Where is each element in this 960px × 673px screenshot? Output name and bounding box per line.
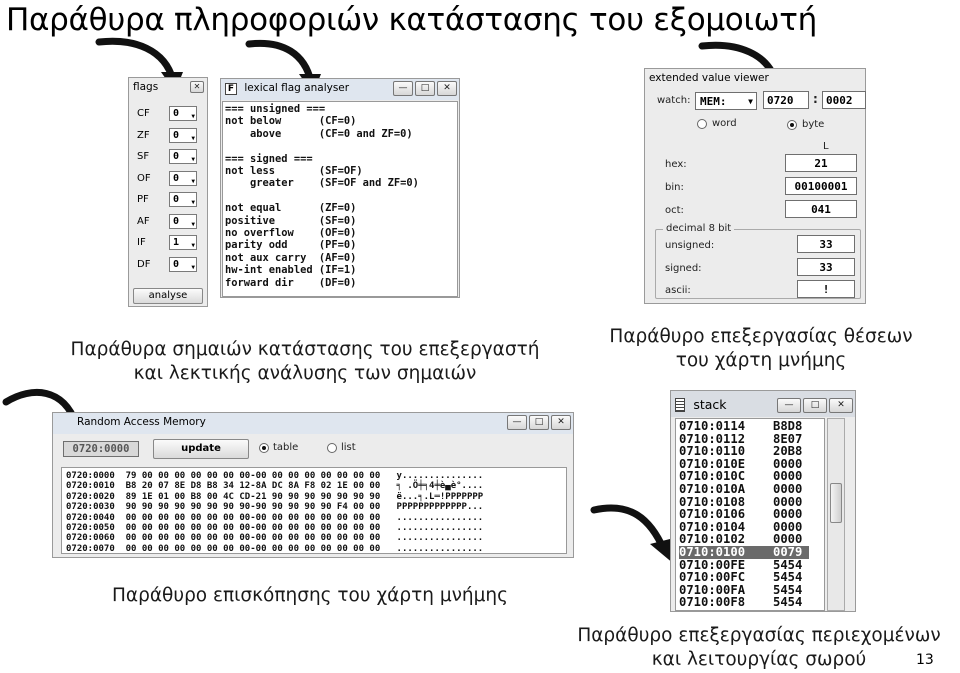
memory-row: 0720:0020 89 1E 01 00 B8 00 4C CD-21 90 90 90 90 90 90 90 ë...╕.L═!PPPPPPP xyxy=(66,491,484,502)
signed-input[interactable]: 33 xyxy=(797,258,855,276)
chevron-down-icon: ▼ xyxy=(748,97,753,106)
flag-label: SF xyxy=(137,151,150,162)
oct-label: oct: xyxy=(665,205,684,216)
decimal-group-label: decimal 8 bit xyxy=(663,223,734,234)
close-icon[interactable]: ✕ xyxy=(829,398,853,413)
maximize-icon[interactable]: □ xyxy=(415,81,435,96)
stack-address: 0710:0112 xyxy=(679,431,746,446)
lexical-line: === signed === xyxy=(225,152,313,165)
chevron-down-icon: ▼ xyxy=(191,220,195,228)
lexical-line: not less (SF=OF) xyxy=(225,165,363,177)
flags-window xyxy=(128,77,208,307)
flag-value: 0 xyxy=(173,215,180,227)
flag-value: 0 xyxy=(173,151,180,162)
stack-address: 0710:010E xyxy=(679,456,746,471)
memory-window xyxy=(52,412,574,558)
stack-value: 5454 xyxy=(773,570,803,585)
bin-input[interactable]: 00100001 xyxy=(785,177,857,195)
lexical-line: no overflow (OF=0) xyxy=(225,227,357,239)
lexical-line: greater (SF=OF and ZF=0) xyxy=(225,177,419,190)
lexical-line: above (CF=0 and ZF=0) xyxy=(225,127,413,140)
flag-select[interactable] xyxy=(169,149,197,164)
memory-caption: Παράθυρο επισκόπησης του χάρτη μνήμης xyxy=(112,585,508,606)
slide-title: Παράθυρα πληροφοριών κατάστασης του εξομοιωτή xyxy=(6,2,818,38)
value-caption-line2: του χάρτη μνήμης xyxy=(675,350,847,371)
stack-value: 0000 xyxy=(773,456,803,471)
flag-select[interactable] xyxy=(169,257,197,272)
stack-address: 0710:0104 xyxy=(679,519,746,534)
scrollbar-thumb[interactable] xyxy=(830,483,842,523)
flag-value: 0 xyxy=(173,172,180,184)
update-button[interactable]: update xyxy=(153,439,249,459)
flag-select[interactable] xyxy=(169,214,197,229)
lexical-line: not below (CF=0) xyxy=(225,115,357,128)
word-radio[interactable] xyxy=(697,119,707,129)
oct-input[interactable]: 041 xyxy=(785,200,857,218)
flag-value: 0 xyxy=(173,108,180,119)
close-icon[interactable]: ✕ xyxy=(190,81,204,93)
stack-address: 0710:0108 xyxy=(679,494,746,509)
table-radio-label: table xyxy=(273,442,299,453)
chevron-down-icon: ▼ xyxy=(191,134,195,142)
stack-pointer-marker: < xyxy=(816,545,824,559)
lexical-window xyxy=(220,78,460,298)
lexical-line: not equal (ZF=0) xyxy=(225,202,357,215)
stack-address: 0710:010A xyxy=(679,482,746,496)
stack-value: 20B8 xyxy=(773,444,803,459)
stack-value: 0079 xyxy=(773,545,803,559)
stack-value: 0000 xyxy=(773,494,803,509)
stack-value: 0000 xyxy=(773,469,803,484)
stack-caption-line1: Παράθυρο επεξεργασίας περιεχομένων xyxy=(577,625,941,646)
stack-address: 0710:010C xyxy=(679,469,746,484)
stack-address: 0710:0106 xyxy=(679,507,746,522)
stack-title: stack xyxy=(693,397,727,412)
stack-address: 0710:0110 xyxy=(679,444,746,459)
memory-title: Random Access Memory xyxy=(77,416,206,428)
flags-caption xyxy=(60,338,550,386)
stack-value: 5454 xyxy=(773,582,803,597)
table-radio[interactable] xyxy=(259,443,269,453)
segment-offset-colon: : xyxy=(813,92,818,106)
signed-label: signed: xyxy=(665,263,702,274)
memory-row: 0720:0000 79 00 00 00 00 00 00 00-00 00 00 00 00 00 00 00 y............... xyxy=(66,471,484,481)
maximize-icon[interactable]: □ xyxy=(529,415,549,430)
lexical-line: forward dir (DF=0) xyxy=(225,276,357,289)
lexical-title: lexical flag analyser xyxy=(244,82,350,94)
memory-row: 0720:0060 00 00 00 00 00 00 00 00-00 00 00 00 00 00 00 00 ................ xyxy=(66,533,484,544)
byte-radio[interactable] xyxy=(787,120,797,130)
hex-label: hex: xyxy=(665,159,687,170)
flag-label: ZF xyxy=(137,129,150,141)
lexical-line: hw-int enabled (IF=1) xyxy=(225,264,357,277)
ascii-input[interactable]: ! xyxy=(797,280,855,298)
value-viewer-window xyxy=(644,68,866,304)
flag-label: IF xyxy=(137,237,146,248)
close-icon[interactable]: ✕ xyxy=(437,81,457,96)
byte-radio-label: byte xyxy=(802,119,825,130)
ascii-label: ascii: xyxy=(665,285,691,296)
flag-select[interactable] xyxy=(169,192,197,207)
minimize-icon[interactable]: — xyxy=(507,415,527,430)
flags-caption-line1: Παράθυρα σημαιών κατάστασης του επεξεργαστή xyxy=(70,339,540,360)
stack-address: 0710:0114 xyxy=(679,419,746,433)
memory-row: 0720:0010 B8 20 07 8E D8 B8 34 12-8A DC 8A F8 02 1E 00 00 ╕ .Ö╪╕4╪è▄è°.... xyxy=(66,481,484,492)
stack-value: 0000 xyxy=(773,532,803,547)
memory-dump xyxy=(61,467,567,554)
minimize-icon[interactable]: — xyxy=(393,81,413,96)
stack-scrollbar[interactable] xyxy=(827,418,845,611)
chevron-down-icon: ▼ xyxy=(191,242,195,249)
stack-address: 0710:00FE xyxy=(679,557,746,572)
watch-label: watch: xyxy=(657,95,691,106)
lexical-text xyxy=(222,101,458,297)
stack-caption-line2: και λειτουργίας σωρού xyxy=(651,649,867,670)
flag-value: 0 xyxy=(173,258,180,270)
watch-select[interactable] xyxy=(695,92,757,110)
stack-window xyxy=(670,390,856,612)
flag-value: 1 xyxy=(173,237,180,248)
flags-title: flags xyxy=(133,81,159,93)
stack-value: 0000 xyxy=(773,482,803,496)
maximize-icon[interactable]: □ xyxy=(803,398,827,413)
chevron-down-icon: ▼ xyxy=(191,263,195,271)
offset-input[interactable]: 0002 xyxy=(822,91,866,109)
memory-row: 0720:0030 90 90 90 90 90 90 90 90-90 90 90 90 90 F4 00 00 PPPPPPPPPPPPP... xyxy=(66,502,484,513)
segment-input[interactable]: 0720 xyxy=(763,91,809,109)
flag-label: PF xyxy=(137,194,149,205)
flag-select[interactable] xyxy=(169,128,197,143)
flag-label: CF xyxy=(137,108,150,119)
stack-list xyxy=(675,418,825,611)
stack-address: 0710:00FC xyxy=(679,570,746,585)
address-input[interactable]: 0720:0000 xyxy=(63,441,139,457)
stack-app-icon xyxy=(675,398,685,412)
unsigned-input[interactable]: 33 xyxy=(797,235,855,253)
memory-row: 0720:0040 00 00 00 00 00 00 00 00-00 00 00 00 00 00 00 00 ................ xyxy=(66,512,484,523)
bin-label: bin: xyxy=(665,182,684,193)
lexical-line: parity odd (PF=0) xyxy=(225,239,357,252)
memory-row: 0720:0070 00 00 00 00 00 00 00 00-00 00 00 00 00 00 00 00 ................ xyxy=(66,543,484,554)
stack-value: 5454 xyxy=(773,595,803,610)
stack-address: 0710:00FA xyxy=(679,582,746,597)
value-viewer-title: extended value viewer xyxy=(649,72,769,84)
flags-caption-line2: και λεκτικής ανάλυσης των σημαιών xyxy=(133,363,477,384)
memory-row: 0720:0050 00 00 00 00 00 00 00 00-00 00 00 00 00 00 00 00 ................ xyxy=(66,523,484,533)
chevron-down-icon: ▼ xyxy=(191,177,195,185)
lexical-line: not aux carry (AF=0) xyxy=(225,251,357,264)
stack-address: 0710:0102 xyxy=(679,532,746,547)
memory-titlebar[interactable] xyxy=(53,413,573,433)
page-number: 13 xyxy=(916,652,934,668)
app-icon: F xyxy=(225,83,237,95)
stack-address: 0710:0100 xyxy=(679,545,746,559)
flag-value: 0 xyxy=(173,194,180,205)
close-icon[interactable]: ✕ xyxy=(551,415,571,430)
hex-input[interactable]: 21 xyxy=(785,154,857,172)
value-viewer-titlebar[interactable] xyxy=(645,69,865,87)
chevron-down-icon: ▼ xyxy=(191,199,195,206)
lexical-line: === unsigned === xyxy=(225,103,326,115)
chevron-down-icon: ▼ xyxy=(191,156,195,163)
stack-value: 0000 xyxy=(773,507,803,522)
value-caption-line1: Παράθυρο επεξεργασίας θέσεων xyxy=(609,326,913,347)
flag-select[interactable] xyxy=(169,106,197,121)
flag-label: DF xyxy=(137,258,151,270)
lexical-line: positive (SF=0) xyxy=(225,214,357,227)
column-label: L xyxy=(823,141,829,152)
watch-select-value: MEM: xyxy=(700,95,727,108)
stack-row[interactable] xyxy=(679,596,809,609)
minimize-icon[interactable]: — xyxy=(777,398,801,413)
stack-caption xyxy=(564,624,954,672)
stack-address: 0710:00F8 xyxy=(679,595,746,610)
stack-value: B8D8 xyxy=(773,419,803,433)
list-radio[interactable] xyxy=(327,443,337,453)
chevron-down-icon: ▼ xyxy=(191,113,195,120)
flag-select[interactable] xyxy=(169,171,197,186)
stack-value: 5454 xyxy=(773,557,803,572)
stack-value: 8E07 xyxy=(773,431,803,446)
flag-label: OF xyxy=(137,172,151,184)
flag-label: AF xyxy=(137,215,150,227)
flag-select[interactable] xyxy=(169,235,197,250)
analyse-button[interactable]: analyse xyxy=(133,288,203,304)
word-radio-label: word xyxy=(712,118,737,129)
stack-value: 0000 xyxy=(773,519,803,534)
list-radio-label: list xyxy=(341,442,356,453)
unsigned-label: unsigned: xyxy=(665,240,715,251)
value-caption xyxy=(596,325,926,373)
flag-value: 0 xyxy=(173,129,180,141)
